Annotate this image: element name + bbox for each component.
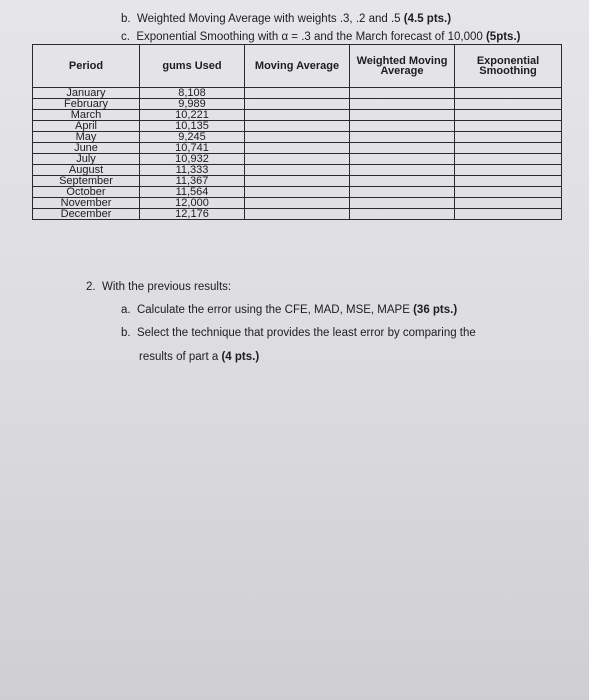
exponential-smoothing-cell <box>455 176 562 187</box>
period-cell: November <box>33 198 140 209</box>
gums-used-cell: 11,564 <box>140 187 245 198</box>
moving-average-cell <box>245 121 350 132</box>
period-cell: June <box>33 143 140 154</box>
gums-used-cell: 9,245 <box>140 132 245 143</box>
period-cell: July <box>33 154 140 165</box>
header-moving-average: Moving Average <box>245 45 350 88</box>
gums-used-cell: 10,741 <box>140 143 245 154</box>
table-row <box>33 143 562 154</box>
table-row <box>33 132 562 143</box>
gums-used-cell: 11,333 <box>140 165 245 176</box>
question-2a-points: (36 pts.) <box>413 304 458 316</box>
question-2a-prefix: a. <box>121 304 131 316</box>
exponential-smoothing-cell <box>455 209 562 220</box>
instruction-b <box>121 13 451 25</box>
question-2-text: With the previous results: <box>101 281 232 293</box>
weighted-moving-average-cell <box>350 110 455 121</box>
moving-average-cell <box>245 154 350 165</box>
question-2b-line1: Select the technique that provides the least error by comparing the <box>136 327 476 339</box>
period-cell: January <box>33 88 140 99</box>
question-2b <box>121 327 476 339</box>
period-cell: April <box>33 121 140 132</box>
instruction-b-prefix: b. <box>121 13 131 25</box>
gums-used-cell: 10,932 <box>140 154 245 165</box>
header-period: Period <box>33 45 140 88</box>
moving-average-cell <box>245 88 350 99</box>
table-row <box>33 99 562 110</box>
instruction-c-points: (5pts.) <box>485 31 521 43</box>
weighted-moving-average-cell <box>350 132 455 143</box>
question-2b-points: (4 pts.) <box>221 351 260 363</box>
exponential-smoothing-cell <box>455 143 562 154</box>
exponential-smoothing-cell <box>455 198 562 209</box>
gums-used-cell: 8,108 <box>140 88 245 99</box>
table-header-row <box>33 45 562 88</box>
question-2a-text: Calculate the error using the CFE, MAD, MSE, MAPE <box>136 304 414 316</box>
period-cell: August <box>33 165 140 176</box>
header-weighted-moving-average: Weighted Moving Average <box>350 45 455 88</box>
period-cell: September <box>33 176 140 187</box>
moving-average-cell <box>245 209 350 220</box>
moving-average-cell <box>245 132 350 143</box>
question-2-number: 2. <box>86 281 96 293</box>
instruction-c <box>121 31 520 43</box>
exponential-smoothing-cell <box>455 121 562 132</box>
weighted-moving-average-cell <box>350 154 455 165</box>
question-2b-continued <box>139 351 259 363</box>
moving-average-cell <box>245 165 350 176</box>
question-2a <box>121 304 457 316</box>
instruction-b-points: (4.5 pts.) <box>403 13 452 25</box>
moving-average-cell <box>245 187 350 198</box>
exponential-smoothing-cell <box>455 154 562 165</box>
table-row <box>33 121 562 132</box>
exponential-smoothing-cell <box>455 110 562 121</box>
moving-average-cell <box>245 176 350 187</box>
table-row <box>33 176 562 187</box>
question-2 <box>86 281 231 293</box>
exponential-smoothing-cell <box>455 165 562 176</box>
instruction-c-text: Exponential Smoothing with α = .3 and the March forecast of 10,000 <box>136 31 486 43</box>
header-gums-used: gums Used <box>140 45 245 88</box>
weighted-moving-average-cell <box>350 99 455 110</box>
table-row <box>33 198 562 209</box>
exponential-smoothing-cell <box>455 132 562 143</box>
weighted-moving-average-cell <box>350 143 455 154</box>
gums-used-cell: 12,176 <box>140 209 245 220</box>
forecast-table <box>32 44 562 220</box>
moving-average-cell <box>245 110 350 121</box>
table-row <box>33 209 562 220</box>
header-exponential-smoothing: Exponential Smoothing <box>455 45 562 88</box>
period-cell: October <box>33 187 140 198</box>
gums-used-cell: 10,135 <box>140 121 245 132</box>
period-cell: February <box>33 99 140 110</box>
period-cell: December <box>33 209 140 220</box>
question-2b-line2: results of part a <box>139 351 222 363</box>
weighted-moving-average-cell <box>350 187 455 198</box>
weighted-moving-average-cell <box>350 121 455 132</box>
instruction-c-prefix: c. <box>121 31 130 43</box>
weighted-moving-average-cell <box>350 198 455 209</box>
table-row <box>33 165 562 176</box>
table-row <box>33 154 562 165</box>
weighted-moving-average-cell <box>350 176 455 187</box>
exponential-smoothing-cell <box>455 187 562 198</box>
table-row <box>33 187 562 198</box>
gums-used-cell: 11,367 <box>140 176 245 187</box>
instruction-b-text: Weighted Moving Average with weights .3, .2 and .5 <box>136 13 404 25</box>
table-row <box>33 110 562 121</box>
exponential-smoothing-cell <box>455 99 562 110</box>
weighted-moving-average-cell <box>350 209 455 220</box>
period-cell: May <box>33 132 140 143</box>
moving-average-cell <box>245 143 350 154</box>
gums-used-cell: 9,989 <box>140 99 245 110</box>
table-row <box>33 88 562 99</box>
question-2b-prefix: b. <box>121 327 131 339</box>
gums-used-cell: 10,221 <box>140 110 245 121</box>
period-cell: March <box>33 110 140 121</box>
moving-average-cell <box>245 198 350 209</box>
weighted-moving-average-cell <box>350 165 455 176</box>
moving-average-cell <box>245 99 350 110</box>
exponential-smoothing-cell <box>455 88 562 99</box>
weighted-moving-average-cell <box>350 88 455 99</box>
table-body <box>33 88 562 220</box>
gums-used-cell: 12,000 <box>140 198 245 209</box>
